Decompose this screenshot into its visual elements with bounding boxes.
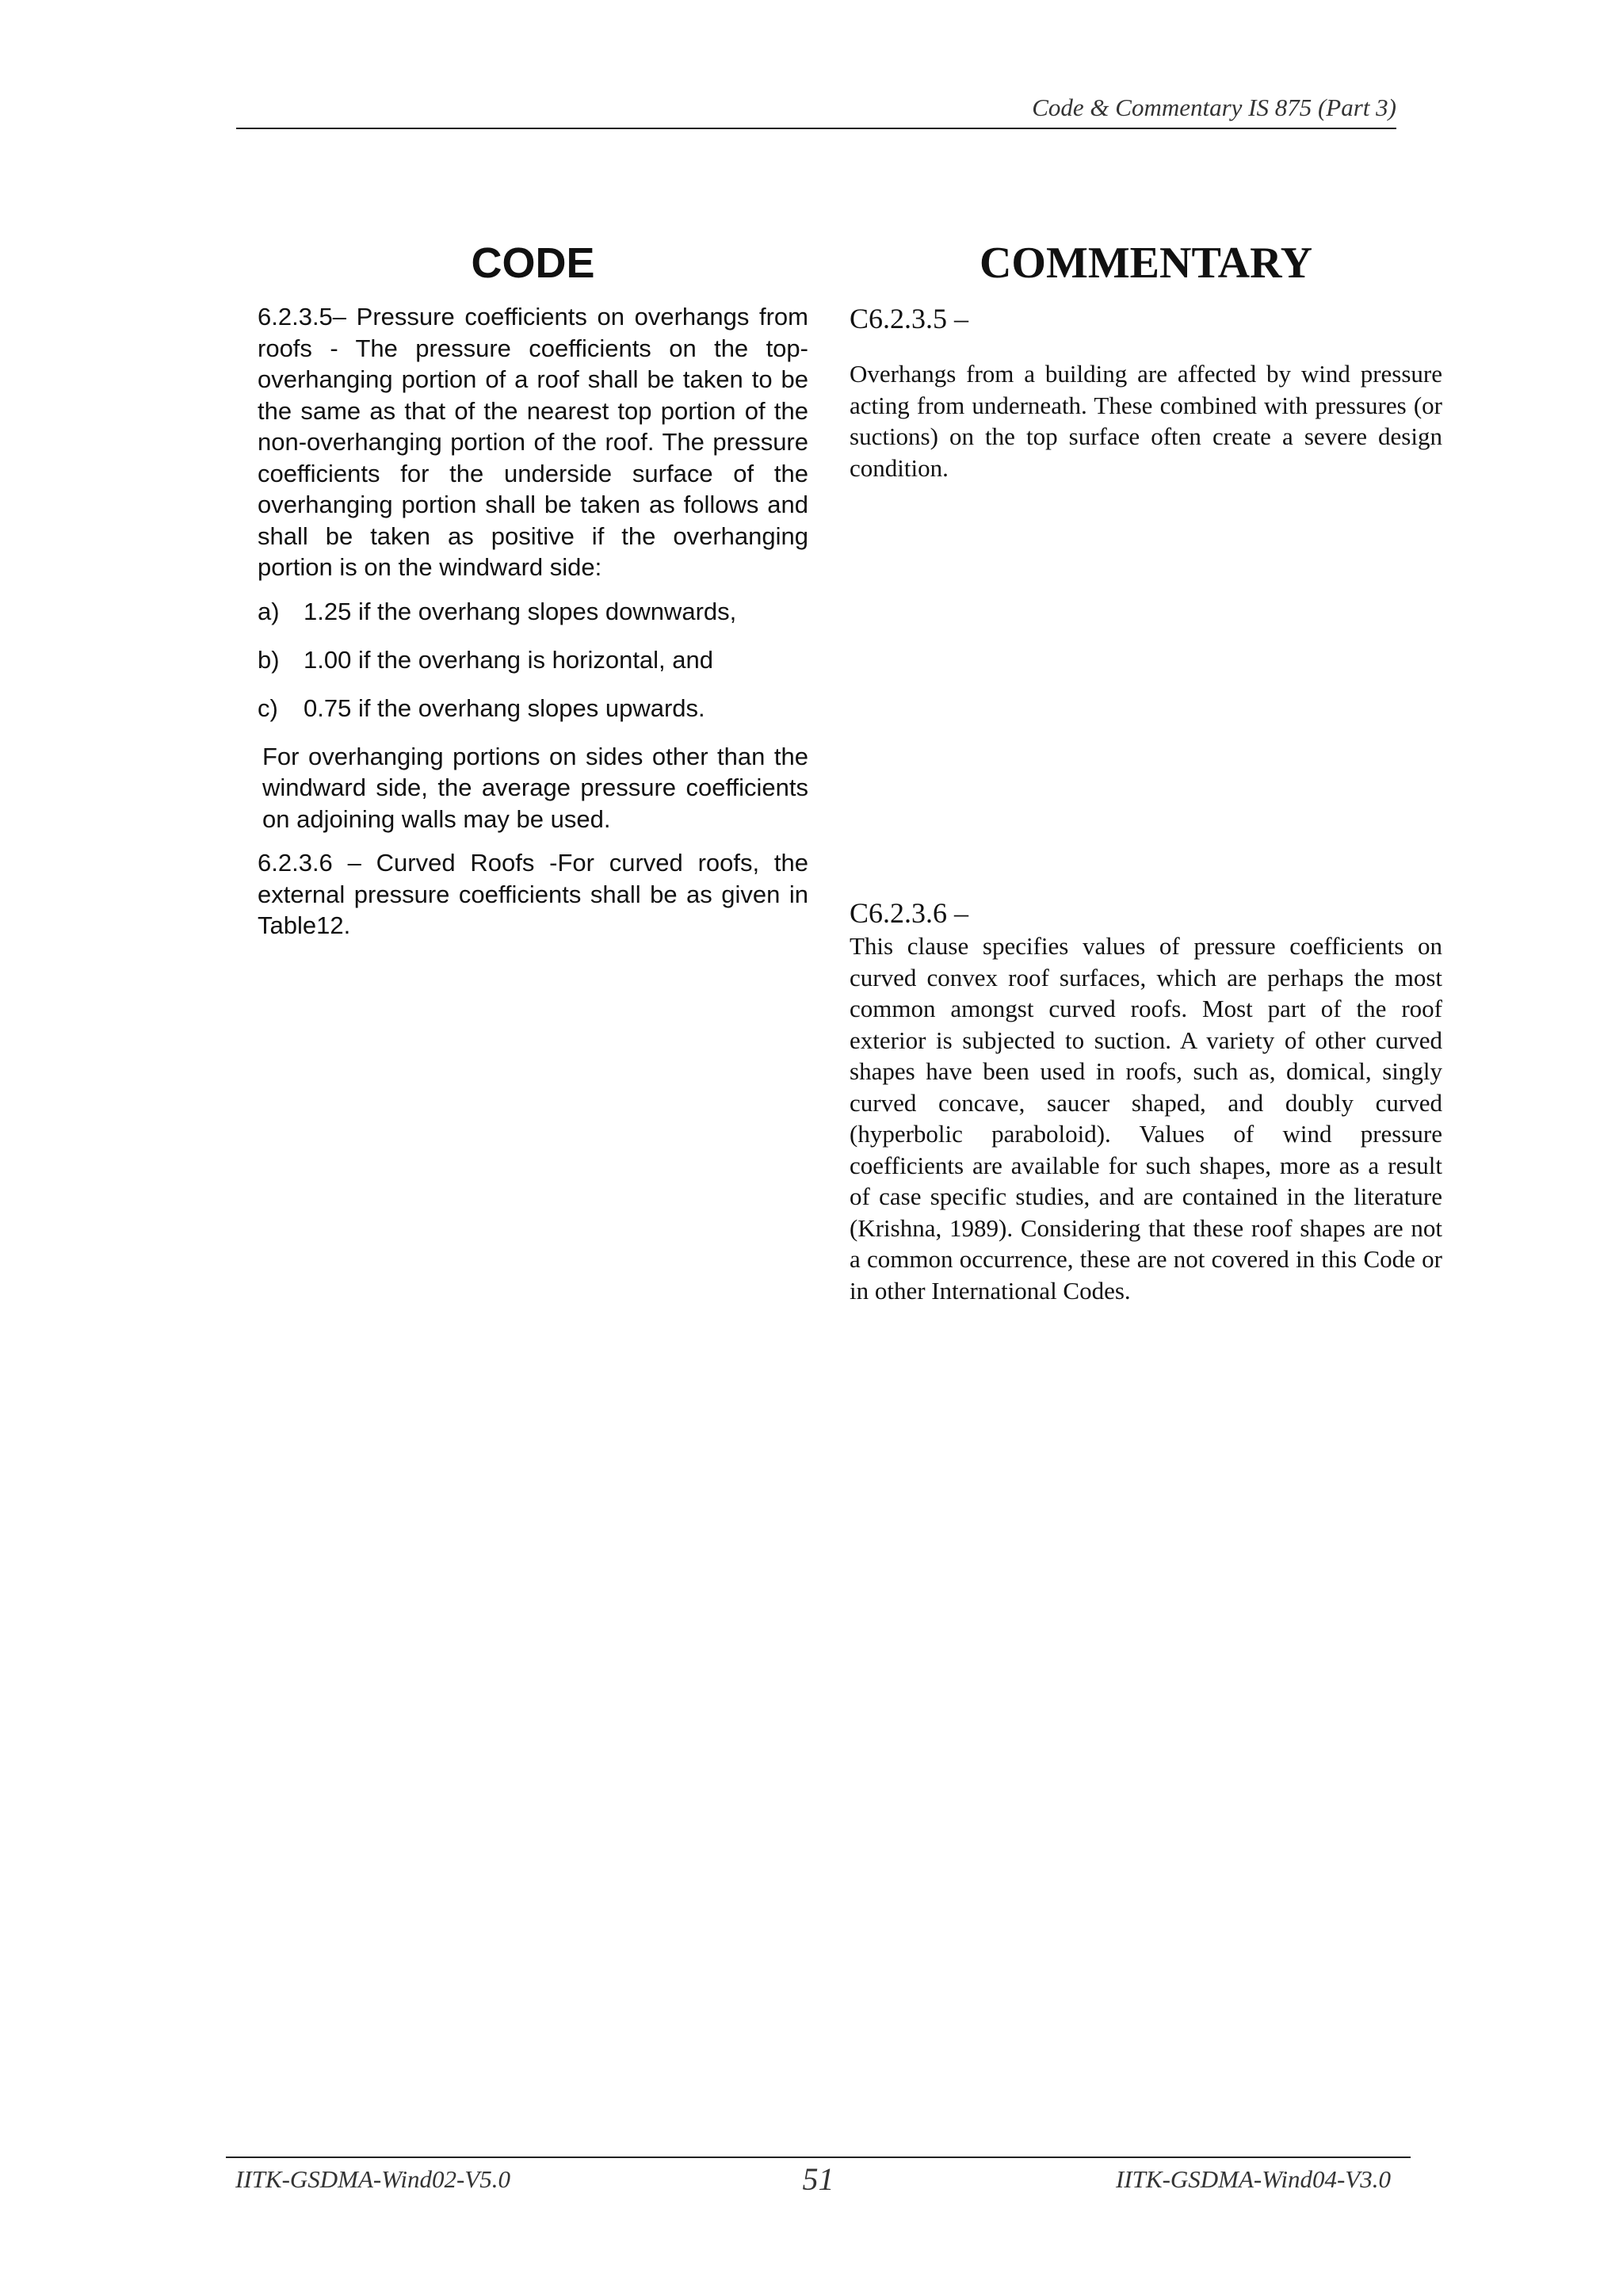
section-text: Pressure coefficients on overhangs from roofs - The pressure coefficients on the top-overhanging portion of a roof shall be taken to be the same as that of the nearest top portion of the non-overhanging portion of the roof. The pressure coefficients for the underside surface of the overhanging portion shall be taken as follows and shall be taken as positive if the overhanging portion is on the windward side: (258, 303, 808, 581)
list-item-letter: b) (258, 645, 280, 674)
commentary-column (850, 231, 1442, 1305)
commentary-text-c6-2-3-6: This clause specifies values of pressure coefficients on curved convex roof surfaces, which are perhaps the most common amongst curved roofs. Most part of the roof exterior is subjected to suction. A variety of other curved shapes have been used in roofs, such as, domical, singly curved concave, saucer shaped, and doubly curved (hyperbolic paraboloid). Values of wind pressure coefficients are available for such shapes, more as a result of case specific studies, and are contained in the literature (Krishna, 1989). Considering that these roof shapes are not a common occurrence, these are not covered in this Code or in other International Codes. (850, 932, 1442, 1305)
section-number: 6.2.3.6 – (258, 849, 361, 877)
section-text: Curved Roofs -For curved roofs, the external pressure coefficients shall be as given in Table12. (258, 849, 808, 939)
running-header: Code & Commentary IS 875 (Part 3) (1032, 94, 1396, 121)
footer-left-doc-id: IITK-GSDMA-Wind02-V5.0 (235, 2165, 510, 2193)
list-item-text: 1.00 if the overhang is horizontal, and (304, 645, 714, 674)
list-item (258, 693, 808, 724)
list-item-text: 1.25 if the overhang slopes downwards, (304, 597, 737, 625)
commentary-label-c6-2-3-5: C6.2.3.5 – (850, 303, 969, 334)
code-section-6-2-3-5 (258, 301, 808, 583)
code-after-list-paragraph: For overhanging portions on sides other than the windward side, the average pressure coefficients on adjoining walls may be used. (262, 742, 808, 833)
list-item-letter: a) (258, 597, 280, 625)
commentary-section-c6-2-3-6 (850, 896, 1442, 1306)
footer-right-doc-id: IITK-GSDMA-Wind04-V3.0 (1116, 2165, 1391, 2193)
list-item-text: 0.75 if the overhang slopes upwards. (304, 693, 705, 722)
commentary-heading: COMMENTARY (979, 239, 1313, 288)
list-item (258, 596, 808, 628)
list-item-letter: c) (258, 693, 278, 722)
code-section-6-2-3-6 (258, 847, 808, 942)
code-heading: CODE (471, 239, 595, 287)
list-item (258, 644, 808, 676)
footer-rule (226, 2157, 1411, 2158)
coefficient-list (258, 596, 808, 724)
commentary-text-c6-2-3-5: Overhangs from a building are affected by wind pressure acting from underneath. These combined with pressures (or suctions) on the top surface often create a severe design condition. (850, 360, 1442, 482)
commentary-label-c6-2-3-6: C6.2.3.6 – (850, 897, 969, 929)
page-number: 51 (802, 2161, 834, 2197)
section-number: 6.2.3.5– (258, 303, 347, 330)
code-column (258, 231, 808, 942)
header-rule (236, 128, 1396, 129)
